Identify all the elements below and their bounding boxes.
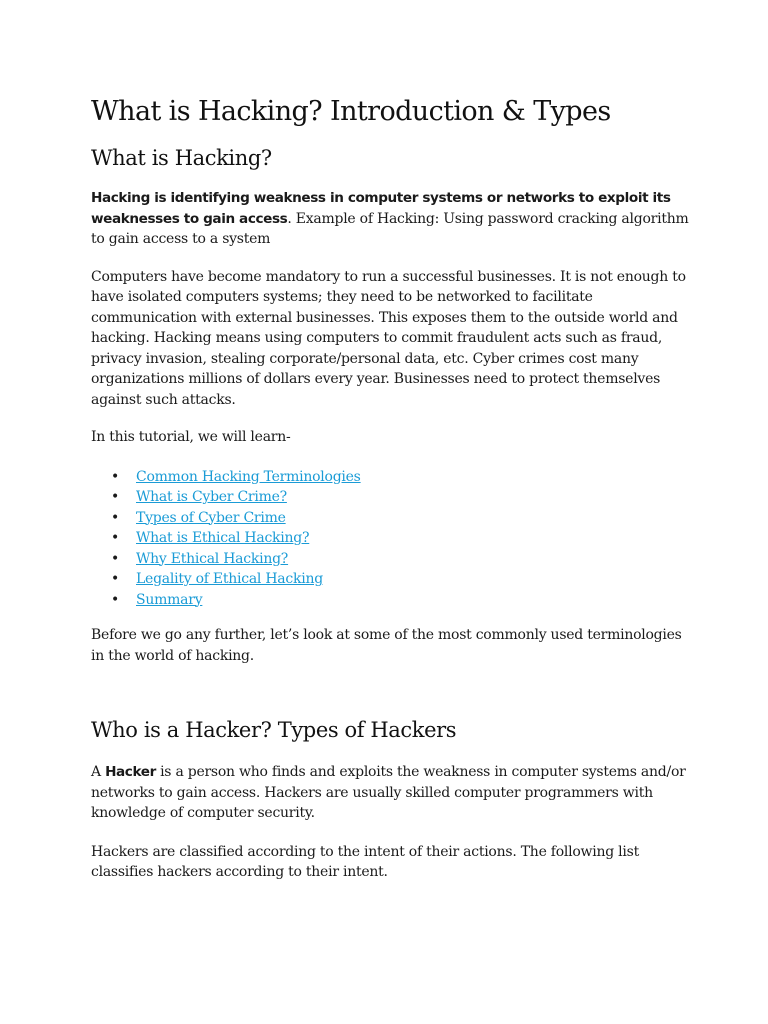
paragraph-before-we-go: Before we go any further, let’s look at some of the most commonly used terminologies in the world of hacking. — [91, 627, 682, 664]
bullet-icon: • — [111, 509, 120, 526]
toc-link-legality-of-ethical-hacking[interactable]: Legality of Ethical Hacking — [136, 571, 323, 587]
paragraph-businesses: Computers have become mandatory to run a successful businesses. It is not enough to have isolated computers systems; they need to be networked to facilitate communication with external businesses. This exposes them to the outside world and hacking. Hacking means using computers to commit fraudulent acts such as fraud, privacy invasion, stealing corporate/personal data, etc. Cyber crimes cost many organizations millions of dollars every year. Businesses need to protect themselves against such attacks. — [91, 268, 686, 408]
toc-link-what-is-ethical-hacking[interactable]: What is Ethical Hacking? — [136, 530, 310, 546]
section-heading-what-is-hacking: What is Hacking? — [91, 146, 272, 170]
bullet-icon: • — [111, 530, 120, 546]
toc-link-types-of-cyber-crime[interactable]: Types of Cyber Crime — [136, 509, 286, 526]
toc-item — [91, 487, 691, 508]
toc-item — [91, 549, 691, 570]
page-title: What is Hacking? Introduction & Types — [91, 96, 611, 127]
document-page — [91, 94, 691, 883]
table-of-contents — [91, 467, 691, 611]
toc-item — [91, 467, 691, 488]
hacking-definition — [91, 188, 691, 250]
paragraph-classify: Hackers are classified according to the intent of their actions. The following list classifies hackers according to their intent. — [91, 843, 639, 880]
section-heading-who-is-a-hacker: Who is a Hacker? Types of Hackers — [91, 718, 457, 742]
hacker-bold-text: Hacker — [105, 764, 156, 780]
toc-link-summary[interactable]: Summary — [136, 591, 203, 608]
toc-link-why-ethical-hacking[interactable]: Why Ethical Hacking? — [136, 550, 289, 567]
bullet-icon: • — [111, 468, 120, 485]
tutorial-intro: In this tutorial, we will learn- — [91, 429, 291, 445]
definition-bold-text: Hacking is identifying weakness in computer systems or networks to exploit its weaknesses to gain access — [91, 190, 671, 227]
bullet-icon: • — [111, 489, 120, 505]
toc-item — [91, 508, 691, 529]
hacker-prefix-text: A — [91, 764, 106, 780]
hacker-definition — [91, 762, 691, 824]
toc-link-what-is-cyber-crime[interactable]: What is Cyber Crime? — [136, 489, 287, 505]
bullet-icon: • — [111, 591, 120, 608]
toc-item — [91, 569, 691, 590]
toc-link-common-hacking-terminologies[interactable]: Common Hacking Terminologies — [136, 468, 361, 485]
bullet-icon: • — [111, 571, 120, 587]
toc-item — [91, 528, 691, 549]
toc-item — [91, 590, 691, 611]
bullet-icon: • — [111, 550, 120, 567]
definition-rest-text: . Example of Hacking: Using password cracking algorithm to gain access to a system — [91, 210, 689, 247]
hacker-rest-text: is a person who finds and exploits the weakness in computer systems and/or networks to gain access. Hackers are usually skilled computer programmers with knowledge of computer security. — [91, 764, 686, 821]
